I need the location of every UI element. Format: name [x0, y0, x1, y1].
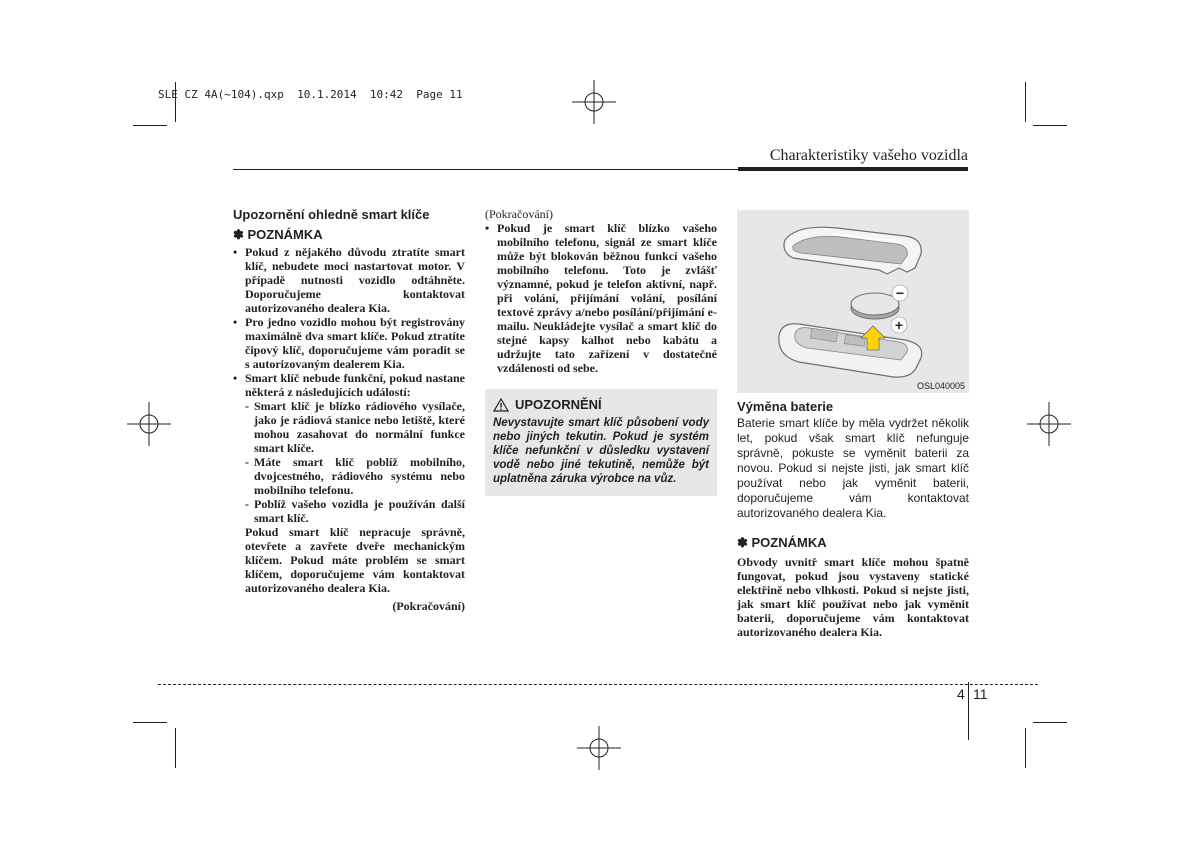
note-text: Obvody uvnitř smart klíče mohou špatně fungovat, pokud jsou vystaveny statické elektřině nebo vlhkosti. Pokud si nejste jisti, jak smart klíč používat nebo jak vyměnit baterii, doporučujeme vám kontaktovat autorizovaného dealera Kia. [737, 555, 969, 639]
print-slug: SLE CZ 4A(~104).qxp 10.1.2014 10:42 Page 11 [158, 88, 463, 101]
warning-title: UPOZORNĚNÍ [515, 397, 602, 412]
warning-text: Nevystavujte smart klíč působení vody nebo jiných tekutin. Pokud je systém klíče nefunkční v důsledku vystavení vodě nebo jiné tekutině, nemůže být uplatněna záruka výrobce na vůz. [493, 417, 709, 485]
list-item [233, 371, 465, 595]
paragraph: Baterie smart klíče by měla vydržet několik let, pokud však smart klíč nefunguje správně, pokuste se vyměnit baterii za novou. Pokud si nejste jisti, jak smart klíč používat nebo jak vyměnit baterii, doporučujeme vám kontaktovat autorizovaného dealera Kia. [737, 416, 969, 520]
registration-mark-icon [572, 80, 616, 124]
registration-mark-icon [127, 402, 171, 446]
footer-rule [158, 684, 1038, 685]
page-number-separator [968, 682, 969, 740]
warning-title-row [493, 397, 709, 413]
list-item: - Smart klíč je blízko rádiového vysílače, jako je rádiová stanice nebo letiště, které mohou zasahovat do normální funkce smart klíče. [245, 399, 465, 455]
continued-label: (Pokračování) [392, 599, 465, 613]
crop-mark [1025, 728, 1026, 768]
note-bullet-list [233, 245, 465, 595]
paragraph: Pokud smart klíč nepracuje správně, otevřete a zavřete dveře mechanickým klíčem. Pokud máte problém se smart klíčem, doporučujeme vám kontaktovat autorizovaného dealera Kia. [245, 525, 465, 595]
warning-triangle-icon [493, 398, 509, 412]
warning-box [485, 389, 717, 496]
crop-mark [1033, 722, 1067, 723]
crop-mark [175, 728, 176, 768]
list-item: • Pokud je smart klíč blízko vašeho mobilního telefonu, signál ze smart klíče může být blokován běžnou funkcí vašeho mobilního telefonu. Toto je zvlášť významné, pokud je telefon aktivní, např. při volání, přijímání volání, posílání textové zprávy a/nebo posílání/přijímání e-mailu. Neukládejte vysílač a smart klíč do stejné kapsy kalhot nebo kabátu a udržujte tato zařízení v dostatečné vzdálenosti od sebe. [485, 221, 717, 375]
crop-mark [133, 125, 167, 126]
registration-mark-icon [577, 726, 621, 770]
column-1 [233, 207, 465, 613]
note-heading: ✽ POZNÁMKA [233, 227, 323, 242]
image-code: OSL040005 [916, 381, 965, 391]
continued-label: (Pokračování) [485, 207, 553, 221]
minus-label: − [895, 285, 905, 301]
plus-label: + [894, 317, 904, 333]
section-heading: Upozornění ohledně smart klíče [233, 207, 430, 222]
crop-mark [1033, 125, 1067, 126]
note-heading: ✽ POZNÁMKA [737, 535, 827, 550]
crop-mark [1025, 82, 1026, 122]
list-item: - Poblíž vašeho vozidla je používán další smart klíč. [245, 497, 465, 525]
list-item: • Pro jedno vozidlo mohou být registrovány maximálně dva smart klíče. Pokud ztratíte čipový klíč, doporučujeme vám poradit se s autorizovaným dealerem Kia. [233, 315, 465, 371]
page-header-title: Charakteristiky vašeho vozidla [769, 147, 968, 164]
sub-dash-list [245, 399, 465, 525]
column-2 [485, 207, 717, 496]
chapter-number: 4 [957, 686, 965, 702]
smart-key-battery-icon [737, 210, 969, 393]
header-bar [738, 167, 968, 171]
registration-mark-icon [1027, 402, 1071, 446]
column-3 [737, 210, 969, 639]
page-number: 11 [973, 686, 988, 702]
list-item: • Pokud z nějakého důvodu ztratíte smart klíč, nebudete moci nastartovat motor. V případě nutnosti vozidlo odtáhněte. Doporučujeme kontaktovat autorizovaného dealera Kia. [233, 245, 465, 315]
crop-mark [133, 722, 167, 723]
note-bullet-list [485, 221, 717, 375]
battery-replacement-illustration [737, 210, 969, 393]
list-item-text: Smart klíč nebude funkční, pokud nastane některá z následujících událostí: [245, 371, 465, 399]
list-item: - Máte smart klíč poblíž mobilního, dvojcestného, rádiového systému nebo mobilního telefonu. [245, 455, 465, 497]
section-heading: Výměna baterie [737, 399, 834, 414]
